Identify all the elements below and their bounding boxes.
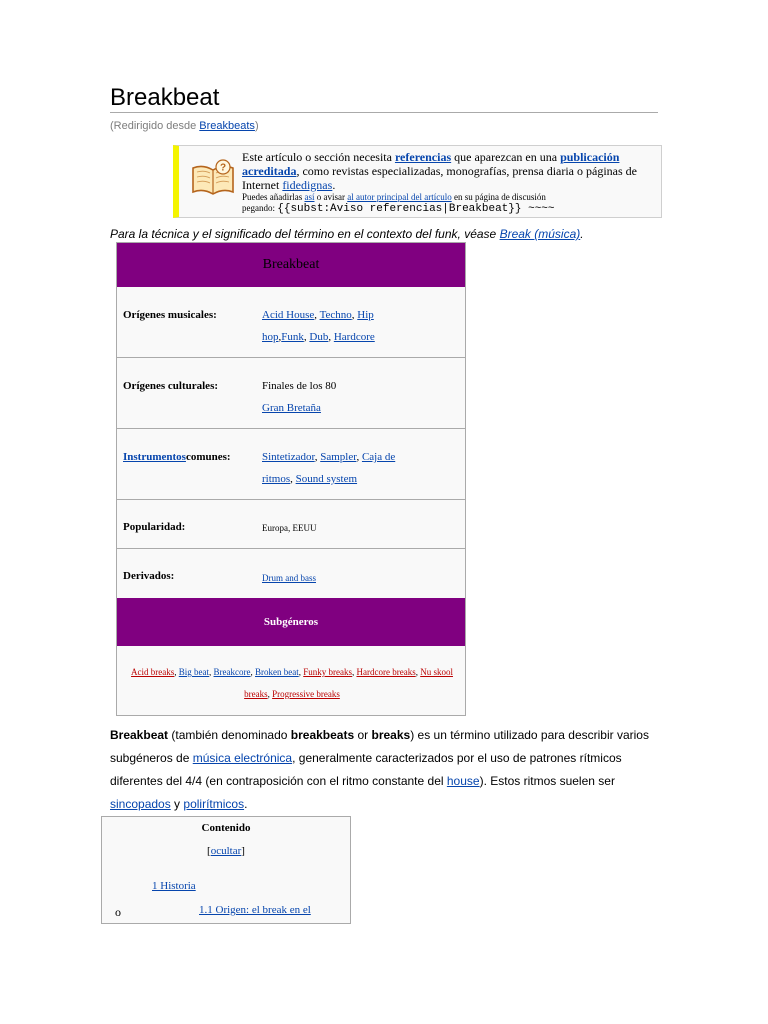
notice-text: Este artículo o sección necesita referencias que aparezcan en una publicación acreditada, como revistas especializadas, monografías, prensa diaria o páginas de Internet fidedignas. Puedes añadirlas así o avisar al autor principal del artículo en su página de discusión pegando: {{subst:Aviso referencias|Breakbeat}} ~~~~ (242, 150, 660, 215)
open-book-question-icon (189, 158, 237, 198)
asi-link[interactable]: así (304, 192, 315, 202)
drum-and-bass-link[interactable]: Drum and bass (262, 573, 316, 583)
separator: , (267, 689, 273, 699)
infobox-value (262, 567, 412, 589)
fidedignas-link[interactable]: fidedignas (282, 178, 333, 192)
infobox-row-origenes-culturales (117, 358, 465, 429)
separator: , (351, 667, 357, 677)
subgenre-link[interactable]: Hardcore breaks (356, 667, 416, 677)
instrumentos-link[interactable]: Instrumentos (123, 451, 186, 463)
referencias-link[interactable]: referencias (394, 150, 452, 164)
infobox-label: Derivados: (123, 570, 175, 582)
infobox-value: Acid House, Techno, Hip hop,Funk, Dub, Hardcore (262, 309, 375, 343)
separator: , (415, 667, 421, 677)
subgenre-link[interactable]: Big beat (178, 667, 210, 677)
redirect-note: (Redirigido desde Breakbeats) (110, 120, 259, 132)
subgenre-link[interactable]: Funky breaks (303, 667, 352, 677)
autor-principal-link[interactable]: al autor principal del artículo (347, 192, 452, 202)
caja-de-ritmos-link[interactable]: Caja de ritmos (262, 451, 396, 485)
subgenre-link[interactable]: Nu skool breaks (244, 667, 453, 699)
musica-electronica-link[interactable]: música electrónica (192, 751, 293, 765)
toc-title: Contenido (201, 822, 251, 834)
separator: , (250, 667, 255, 677)
subgenre-link[interactable]: Progressive breaks (272, 689, 340, 699)
sincopados-link[interactable]: sincopados (110, 797, 171, 811)
hardcore-link[interactable]: Hardcore (333, 331, 375, 343)
intro-paragraph: Breakbeat (también denominado breakbeats or breaks) es un término utilizado para describir varios subgéneros de música electrónica, generalmente caracterizados por el uso de patrones rítmicos diferentes del 4/4 (en contraposición con el ritmo constante del house). Estos ritmos suelen ser sincopados y polirítmicos. (110, 728, 649, 811)
infobox-row-derivados (117, 549, 465, 598)
subgenre-link[interactable]: Acid breaks (131, 667, 175, 677)
infobox (116, 242, 466, 716)
template-code: {{subst:Aviso referencias|Breakbeat}} ~~~~ (277, 203, 555, 215)
hatnote: Para la técnica y el significado del término en el contexto del funk, véase Break (música). (110, 227, 584, 241)
article-title: Breakbeat (110, 84, 220, 111)
references-notice (173, 145, 662, 218)
toc-hide-link[interactable]: ocultar (210, 845, 242, 857)
separator: , (298, 667, 304, 677)
notice-instructions: Puedes añadirlas así o avisar al autor principal del artículo en su página de discusión pegando: {{subst:Aviso referencias|Breakbeat}} ~~~~ (242, 192, 555, 215)
sampler-link[interactable]: Sampler (320, 451, 357, 463)
toc-toggle: [ocultar] (207, 845, 245, 857)
poliritmicos-link[interactable]: polirítmicos (183, 797, 245, 811)
separator: , (209, 667, 214, 677)
redirect-link[interactable]: Breakbeats (199, 120, 255, 132)
infobox-value: Sintetizador, Sampler, Caja de ritmos, Sound system (262, 451, 396, 485)
techno-link[interactable]: Techno (319, 309, 352, 321)
subgenres-header: Subgéneros (117, 598, 465, 646)
table-of-contents (101, 816, 351, 924)
publicacion-acreditada-link[interactable]: publicación acreditada (242, 150, 620, 178)
infobox-label: Orígenes musicales: (123, 309, 217, 321)
acid-house-link[interactable]: Acid House (262, 309, 315, 321)
funk-link[interactable]: Funk (281, 331, 304, 343)
separator: , (174, 667, 179, 677)
sound-system-link[interactable]: Sound system (295, 473, 358, 485)
infobox-header: Breakbeat (117, 243, 465, 287)
toc-item-origen[interactable]: 1.1 Origen: el break en el (199, 904, 311, 916)
toc-item-historia[interactable]: 1 Historia (152, 880, 196, 892)
infobox-label: Popularidad: (123, 521, 186, 533)
hip-hop-link[interactable]: Hip hop (262, 309, 374, 343)
svg-text:?: ? (219, 162, 227, 174)
break-musica-link[interactable]: Break (música) (499, 227, 581, 241)
infobox-value: Finales de los 80 Gran Bretaña (262, 380, 337, 414)
house-link[interactable]: house (446, 774, 480, 788)
infobox-row-origenes-musicales (117, 287, 465, 358)
subgenre-link[interactable]: Broken beat (255, 667, 299, 677)
toc-bullet: o (115, 905, 121, 919)
infobox-value: Europa, EEUU (262, 523, 317, 533)
infobox-label: Orígenes culturales: (123, 380, 219, 392)
infobox-row-instrumentos (117, 429, 465, 500)
infobox-row-popularidad (117, 500, 465, 549)
sintetizador-link[interactable]: Sintetizador (262, 451, 315, 463)
gran-bretana-link[interactable]: Gran Bretaña (262, 402, 321, 414)
subgenres-list (127, 661, 457, 705)
title-divider (110, 112, 658, 113)
dub-link[interactable]: Dub (309, 331, 329, 343)
subgenre-link[interactable]: Breakcore (213, 667, 251, 677)
infobox-label: Instrumentoscomunes: (123, 451, 231, 463)
